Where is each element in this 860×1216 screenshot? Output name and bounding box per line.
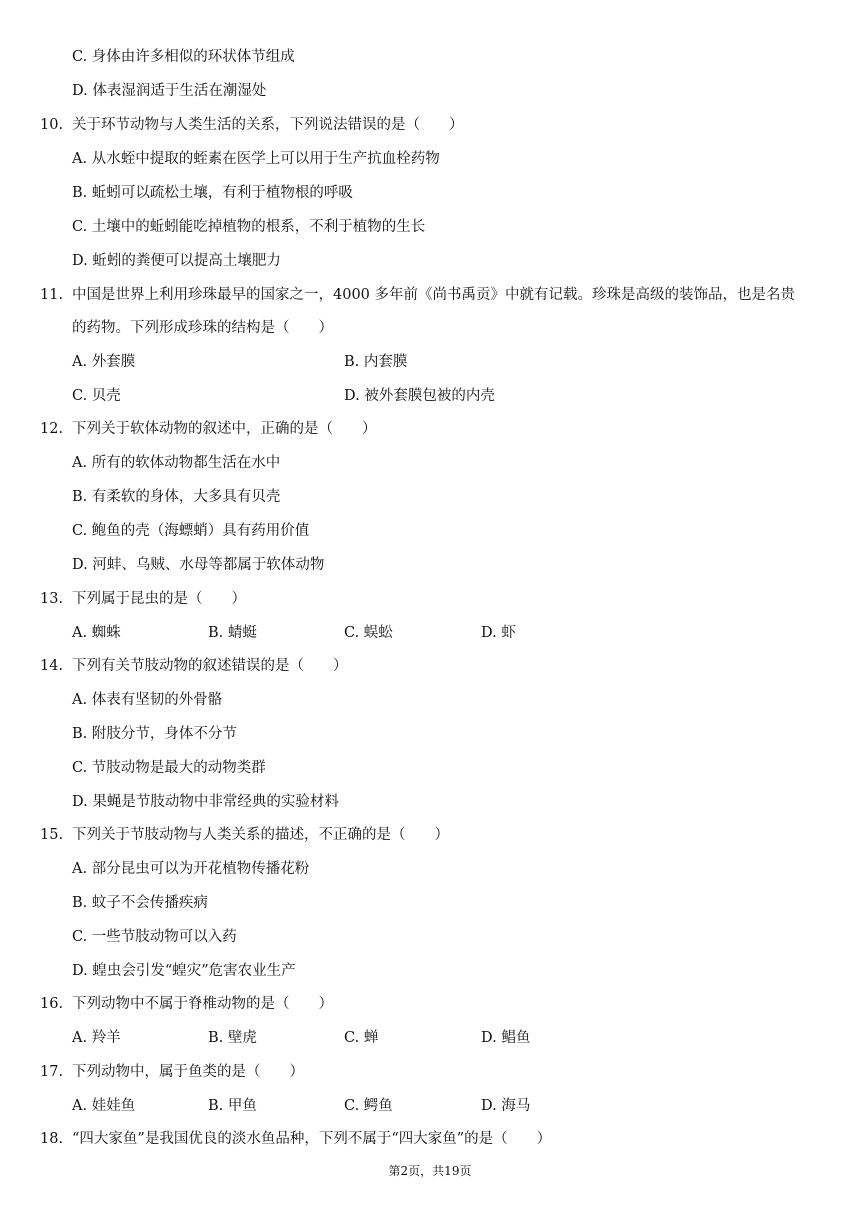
question-text: “四大家鱼”是我国优良的淡水鱼品种，下列不属于“四大家鱼”的是（ ） xyxy=(72,1131,552,1147)
option-line: D. 体表湿润适于生活在潮湿处 xyxy=(72,83,267,99)
option-line: A. 体表有坚韧的外骨骼 xyxy=(72,692,223,708)
option-a: A. 外套膜 xyxy=(72,354,136,370)
option-a: A. 娃娃鱼 xyxy=(72,1098,136,1114)
question-number: 11. xyxy=(40,287,64,303)
option-b: B. 内套膜 xyxy=(344,354,408,370)
question-text: 下列关于节肢动物与人类关系的描述，不正确的是（ ） xyxy=(72,827,449,843)
question-14 xyxy=(40,656,348,676)
question-number: 12. xyxy=(40,421,64,437)
option-c: C. 蝉 xyxy=(344,1030,379,1046)
option-line: B. 蚊子不会传播疾病 xyxy=(72,895,208,911)
option-line: D. 蚯蚓的粪便可以提高土壤肥力 xyxy=(72,253,281,269)
option-line: C. 身体由许多相似的环状体节组成 xyxy=(72,49,295,65)
question-text: 下列关于软体动物的叙述中，正确的是（ ） xyxy=(72,421,377,437)
option-line: B. 附肢分节，身体不分节 xyxy=(72,726,237,742)
question-text: 下列有关节肢动物的叙述错误的是（ ） xyxy=(72,658,348,674)
option-d: D. 被外套膜包被的内壳 xyxy=(344,388,495,404)
question-11 xyxy=(40,285,795,305)
option-d: D. 虾 xyxy=(481,625,516,641)
question-text: 中国是世界上利用珍珠最早的国家之一，4000 多年前《尚书禹贡》中就有记载。珍珠是高级的装饰品，也是名贵 xyxy=(72,287,796,303)
option-line: C. 土壤中的蚯蚓能吃掉植物的根系，不利于植物的生长 xyxy=(72,219,426,235)
question-text: 下列属于昆虫的是（ ） xyxy=(72,591,246,607)
option-line: D. 果蝇是节肢动物中非常经典的实验材料 xyxy=(72,794,339,810)
question-15 xyxy=(40,825,449,845)
option-line: B. 有柔软的身体，大多具有贝壳 xyxy=(72,489,281,505)
question-text: 下列动物中，属于鱼类的是（ ） xyxy=(72,1064,304,1080)
option-d: D. 鲳鱼 xyxy=(481,1030,531,1046)
question-16 xyxy=(40,994,333,1014)
option-line: A. 所有的软体动物都生活在水中 xyxy=(72,455,281,471)
option-line: C. 节肢动物是最大的动物类群 xyxy=(72,760,266,776)
option-b: B. 壁虎 xyxy=(208,1030,257,1046)
question-text: 下列动物中不属于脊椎动物的是（ ） xyxy=(72,996,333,1012)
question-number: 10. xyxy=(40,117,64,133)
question-text-continued: 的药物。下列形成珍珠的结构是（ ） xyxy=(72,320,333,336)
option-line: D. 蝗虫会引发“蝗灾”危害农业生产 xyxy=(72,963,296,979)
option-line: A. 从水蛭中提取的蛭素在医学上可以用于生产抗血栓药物 xyxy=(72,151,440,167)
question-17 xyxy=(40,1062,304,1082)
option-a: A. 蜘蛛 xyxy=(72,625,121,641)
option-d: D. 海马 xyxy=(481,1098,531,1114)
question-number: 14. xyxy=(40,658,64,674)
question-18 xyxy=(40,1129,551,1149)
question-number: 13. xyxy=(40,591,64,607)
question-number: 18. xyxy=(40,1131,64,1147)
question-number: 16. xyxy=(40,996,64,1012)
option-line: B. 蚯蚓可以疏松土壤，有利于植物根的呼吸 xyxy=(72,185,353,201)
question-13 xyxy=(40,589,246,609)
question-12 xyxy=(40,419,377,439)
option-line: C. 一些节肢动物可以入药 xyxy=(72,929,237,945)
option-c: C. 鳄鱼 xyxy=(344,1098,393,1114)
option-a: A. 羚羊 xyxy=(72,1030,121,1046)
page-footer: 第2页，共19页 xyxy=(388,1164,472,1178)
option-line: D. 河蚌、乌贼、水母等都属于软体动物 xyxy=(72,557,325,573)
question-text: 关于环节动物与人类生活的关系，下列说法错误的是（ ） xyxy=(72,117,464,133)
question-number: 17. xyxy=(40,1064,64,1080)
option-b: B. 甲鱼 xyxy=(208,1098,257,1114)
option-c: C. 蜈蚣 xyxy=(344,625,393,641)
option-c: C. 贝壳 xyxy=(72,388,121,404)
question-10 xyxy=(40,115,464,135)
option-b: B. 蜻蜓 xyxy=(208,625,257,641)
option-line: A. 部分昆虫可以为开花植物传播花粉 xyxy=(72,861,310,877)
question-number: 15. xyxy=(40,827,64,843)
option-line: C. 鲍鱼的壳（海螵蛸）具有药用价值 xyxy=(72,523,310,539)
